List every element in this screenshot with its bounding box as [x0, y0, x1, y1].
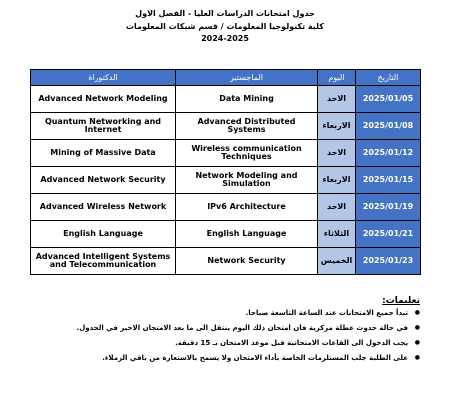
cell-master: Network Security	[176, 248, 318, 275]
table-row	[31, 113, 421, 140]
cell-master: Data Mining	[176, 86, 318, 113]
header-title: جدول امتحانات الدراسات العليا - الفصل الاول	[135, 9, 315, 18]
cell-doctorate: Advanced Network Modeling	[31, 86, 176, 113]
cell-doctorate: Mining of Massive Data	[31, 140, 176, 167]
cell-doctorate: Quantum Networking and Internet	[31, 113, 176, 140]
instructions-list	[60, 309, 420, 369]
table-row	[31, 140, 421, 167]
table-row	[31, 86, 421, 113]
instruction-item: ● يجب الدخول الى القاعات الامتحانية قبل موعد الامتحان بـ 15 دقيقة.	[60, 339, 420, 347]
table-row	[31, 248, 421, 275]
cell-date: 2025/01/08	[356, 113, 421, 140]
cell-date: 2025/01/19	[356, 194, 421, 221]
cell-doctorate: Advanced Intelligent Systems and Telecommunication	[31, 248, 176, 275]
cell-doctorate: Advanced Network Security	[31, 167, 176, 194]
instructions-title: تعليمات:	[382, 296, 420, 306]
header-department: كلية تكنولوجيا المعلومات / قسم شبكات المعلومات	[126, 21, 324, 31]
table-row	[31, 167, 421, 194]
table-row	[31, 221, 421, 248]
cell-date: 2025/01/05	[356, 86, 421, 113]
cell-doctorate: Advanced Wireless Network	[31, 194, 176, 221]
column-header-day: اليوم	[318, 70, 356, 86]
cell-date: 2025/01/23	[356, 248, 421, 275]
cell-master: English Language	[176, 221, 318, 248]
column-header-master: الماجستير	[176, 70, 318, 86]
cell-master: IPv6 Architecture	[176, 194, 318, 221]
cell-doctorate: English Language	[31, 221, 176, 248]
cell-day: الاربعاء	[318, 167, 356, 194]
instruction-item: ● في حالة حدوث عطلة مركزية فان امتحان ذلك اليوم ينتقل الى ما بعد الامتحان الاخير في الجدول.	[60, 324, 420, 332]
header-year: 2024-2025	[201, 34, 249, 43]
cell-day: الخميس	[318, 248, 356, 275]
cell-date: 2025/01/12	[356, 140, 421, 167]
cell-date: 2025/01/15	[356, 167, 421, 194]
exam-schedule-table	[30, 69, 421, 275]
cell-day: الاحد	[318, 86, 356, 113]
instruction-item: ● تبدأ جميع الامتحانات عند الساعة التاسعة صباحا.	[60, 309, 420, 317]
table-row	[31, 194, 421, 221]
column-header-doctorate: الدكتوراة	[31, 70, 176, 86]
cell-day: الاحد	[318, 194, 356, 221]
cell-date: 2025/01/21	[356, 221, 421, 248]
cell-day: الثلاثاء	[318, 221, 356, 248]
column-header-date: التاريخ	[356, 70, 421, 86]
document-header	[0, 8, 450, 46]
cell-day: الاربعاء	[318, 113, 356, 140]
cell-master: Network Modeling and Simulation	[176, 167, 318, 194]
cell-day: الاحد	[318, 140, 356, 167]
table-header-row	[31, 70, 421, 86]
instruction-item: ● على الطلبة جلب المستلزمات الخاصة بأداء الامتحان ولا يسمح بالاستعارة من باقي الزملاء.	[60, 354, 420, 362]
cell-master: Wireless communication Techniques	[176, 140, 318, 167]
cell-master: Advanced Distributed Systems	[176, 113, 318, 140]
